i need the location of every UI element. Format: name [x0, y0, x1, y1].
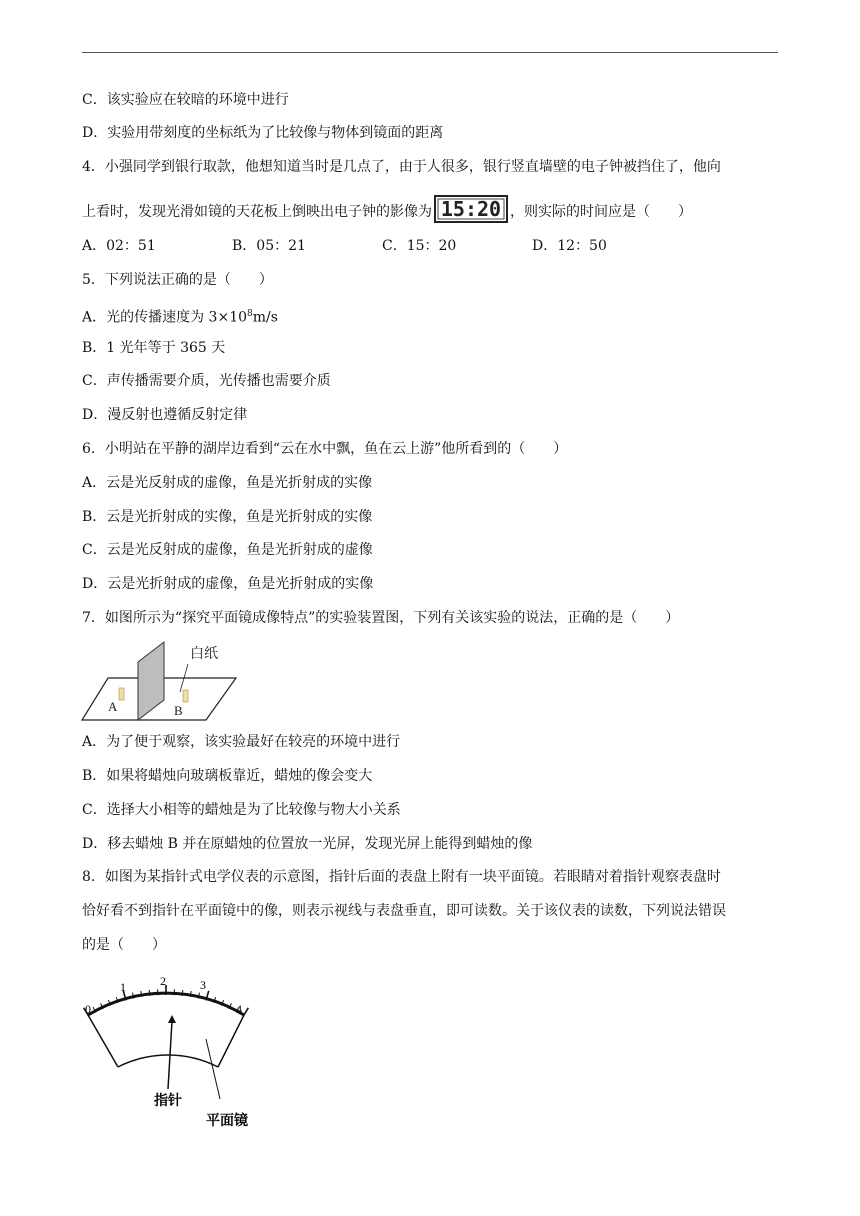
- q7-option-c: C．选择大小相等的蜡烛是为了比较像与物大小关系: [82, 802, 401, 818]
- q7-option-b: B．如果将蜡烛向玻璃板靠近，蜡烛的像会变大: [82, 768, 373, 784]
- q5-option-d: D．漫反射也遵循反射定律: [82, 407, 248, 423]
- q8-stem-line2: 恰好看不到指针在平面镜中的像，则表示视线与表盘垂直，即可读数。关于该仪表的读数，下列说法错误: [82, 903, 726, 919]
- meter-right-edge: [218, 1015, 244, 1067]
- scale-label-2: 2: [160, 974, 166, 988]
- meter-ticks: [84, 985, 249, 1016]
- meter-scale-arc: [88, 993, 244, 1015]
- q5-option-b: B．1 光年等于 365 天: [82, 340, 226, 356]
- scale-label-0: 0: [85, 1002, 91, 1016]
- meter-inner-arc: [118, 1055, 218, 1067]
- header-rule: [82, 52, 778, 53]
- q8-stem-line3: 的是（ ）: [82, 937, 166, 953]
- q3-option-d: D．实验用带刻度的坐标纸为了比较像与物体到镜面的距离: [82, 125, 444, 141]
- q4-stem-line1: 4．小强同学到银行取款，他想知道当时是几点了，由于人很多，银行竖直墙壁的电子钟被挡住了，他向: [82, 159, 721, 175]
- label-a: A: [108, 699, 118, 714]
- meter-tick: [243, 1008, 248, 1017]
- label-b: B: [174, 703, 183, 718]
- candle-b: [183, 690, 188, 702]
- mirror-label: 平面镜: [206, 1113, 248, 1129]
- clock-digits: 15:20: [440, 197, 502, 221]
- q4-option-b: B．05：21: [232, 238, 306, 254]
- q6-option-a: A．云是光反射成的虚像，鱼是光折射成的实像: [82, 475, 373, 491]
- meter-figure: [80, 965, 260, 1135]
- q6-stem: 6．小明站在平静的湖岸边看到“云在水中飘，鱼在云上游”他所看到的（ ）: [82, 441, 568, 457]
- q8-stem-line1: 8．如图为某指针式电学仪表的示意图，指针后面的表盘上附有一块平面镜。若眼睛对着指针观察表盘时: [82, 869, 721, 885]
- q6-option-d: D．云是光折射成的虚像，鱼是光折射成的实像: [82, 576, 374, 592]
- paper-label: 白纸: [190, 645, 218, 661]
- q6-option-b: B．云是光折射成的实像，鱼是光折射成的实像: [82, 509, 373, 525]
- pointer-label: 指针: [154, 1093, 182, 1109]
- scale-label-1: 1: [120, 980, 126, 994]
- q5-option-a-unit: m/s: [252, 309, 278, 326]
- q5-option-a: [82, 304, 278, 328]
- q7-stem: 7．如图所示为“探究平面镜成像特点”的实验装置图，下列有关该实验的说法，正确的是（ ）: [82, 610, 680, 626]
- pointer-tip: [168, 1015, 176, 1023]
- q5-option-a-exponent: 8: [247, 309, 253, 319]
- scale-label-3: 3: [200, 978, 206, 992]
- meter-left-edge: [88, 1015, 118, 1067]
- mirror-leader-line: [206, 1039, 220, 1099]
- q5-option-c: C．声传播需要介质，光传播也需要介质: [82, 373, 331, 389]
- q7-option-a: A．为了便于观察，该实验最好在较亮的环境中进行: [82, 734, 401, 750]
- scale-label-4: 4: [236, 1002, 242, 1016]
- clock-icon: [434, 195, 508, 223]
- q4-stem-tail: ，则实际的时间应是（ ）: [510, 204, 692, 220]
- mirrored-clock-image: [434, 195, 508, 229]
- q6-option-c: C．云是光反射成的虚像，鱼是光折射成的虚像: [82, 542, 373, 558]
- q4-option-d: D．12：50: [532, 238, 607, 254]
- q4-option-a: A．02：51: [82, 238, 156, 254]
- q4-stem-line2: [82, 195, 692, 229]
- q4-option-c: C．15：20: [382, 238, 457, 254]
- meter-tick: [182, 990, 183, 996]
- q5-option-a-text: A．光的传播速度为 3×10: [82, 309, 248, 326]
- candle-a: [119, 688, 124, 700]
- glass-plate: [138, 642, 164, 720]
- q4-stem-text: 上看时，发现光滑如镜的天花板上倒映出电子钟的影像为: [82, 204, 432, 220]
- meter-tick: [149, 990, 150, 996]
- q3-option-c: C．该实验应在较暗的环境中进行: [82, 92, 289, 108]
- q5-stem: 5．下列说法正确的是（ ）: [82, 272, 273, 288]
- q7-option-d: D．移去蜡烛 B 并在原蜡烛的位置放一光屏，发现光屏上能得到蜡烛的像: [82, 836, 533, 852]
- mirror-experiment-figure: [80, 640, 240, 724]
